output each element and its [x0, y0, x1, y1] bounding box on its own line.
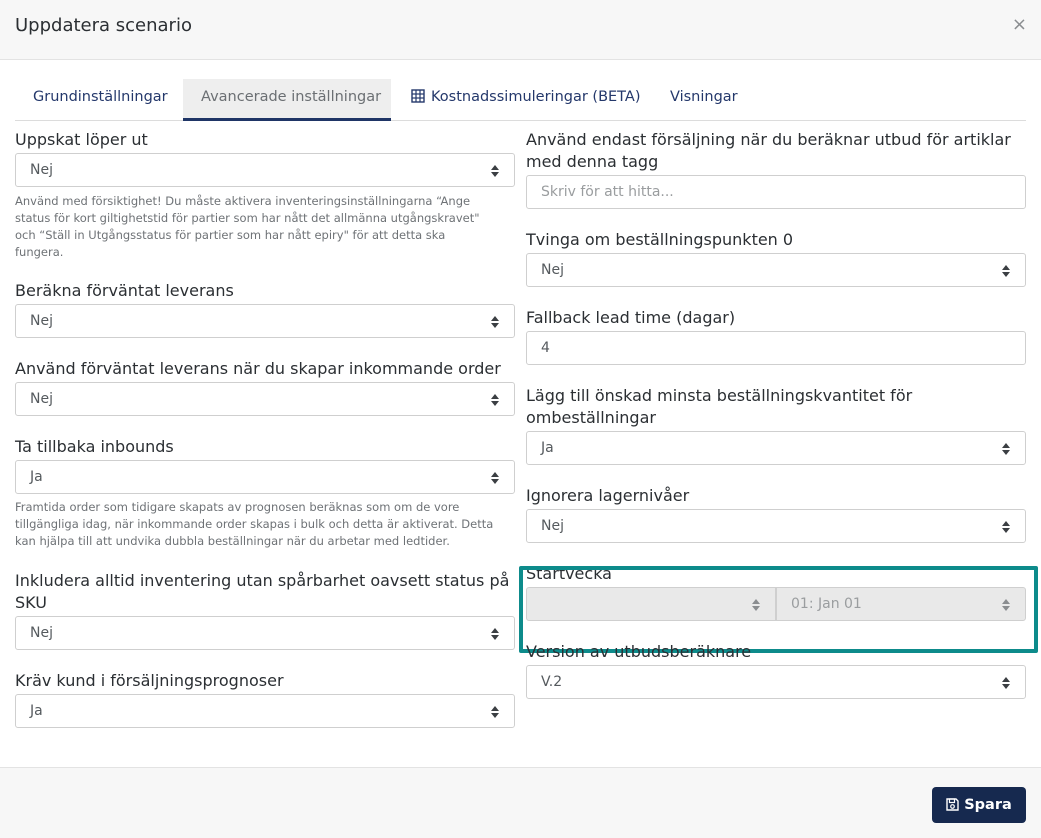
modal-header	[0, 0, 1041, 60]
select-value: Nej	[30, 391, 53, 407]
ignore-stock-levels-label: Ignorera lagernivåer	[526, 486, 690, 505]
add-min-order-qty-select[interactable]	[526, 431, 1026, 465]
select-value: Nej	[30, 162, 53, 178]
tab-label: Kostnadssimuleringar (BETA)	[431, 89, 641, 105]
tab-basic-settings[interactable]	[15, 79, 186, 121]
use-expected-delivery-select[interactable]	[15, 382, 515, 416]
select-value: Nej	[541, 262, 564, 278]
use-expected-delivery-label: Använd förväntat leverans när du skapar inkommande order	[15, 359, 501, 378]
select-value: V.2	[541, 674, 563, 690]
expired-stock-select[interactable]	[15, 153, 515, 187]
select-value: Ja	[541, 440, 554, 456]
label-line: SKU	[15, 593, 47, 612]
require-customer-label: Kräv kund i försäljningsprognoser	[15, 671, 284, 690]
sort-arrows-icon	[490, 315, 500, 329]
table-icon	[411, 81, 425, 117]
sales-tag-input[interactable]: Skriv för att hitta...	[526, 175, 1026, 209]
tab-cost-simulations[interactable]	[393, 79, 659, 121]
sales-tag-label	[526, 129, 1026, 173]
sort-arrows-icon	[1001, 676, 1011, 690]
sort-arrows-icon	[1001, 520, 1011, 534]
force-reorder-zero-select[interactable]	[526, 253, 1026, 287]
tab-label: Visningar	[670, 89, 738, 105]
sort-arrows-icon	[490, 164, 500, 178]
fallback-lead-time-input[interactable]: 4	[526, 331, 1026, 365]
require-customer-select[interactable]	[15, 694, 515, 728]
sort-arrows-icon	[1001, 264, 1011, 278]
select-value: Nej	[30, 625, 53, 641]
label-line: Använd endast försäljning när du beräknar utbud för artiklar	[526, 130, 1011, 149]
label-line: Lägg till önskad minsta beställningskvantitet för	[526, 386, 913, 405]
label-line: med denna tagg	[526, 152, 659, 171]
tab-label: Avancerade inställningar	[201, 89, 382, 105]
save-button[interactable]	[932, 787, 1026, 823]
highlight-frame	[519, 566, 1038, 653]
select-value: Ja	[30, 703, 43, 719]
force-reorder-zero-label: Tvinga om beställningspunkten 0	[526, 230, 794, 249]
modal-footer	[0, 767, 1041, 838]
include-untraceable-label	[15, 570, 515, 614]
modal-title: Uppdatera scenario	[15, 15, 192, 36]
ignore-stock-levels-select[interactable]	[526, 509, 1026, 543]
expected-delivery-select[interactable]	[15, 304, 515, 338]
select-value: Nej	[30, 313, 53, 329]
select-value: Ja	[30, 469, 43, 485]
select-value: 01: Jan 01	[791, 596, 862, 612]
add-min-order-qty-label	[526, 385, 1026, 429]
sort-arrows-icon	[490, 705, 500, 719]
help-line: kan hjälpa till att undvika dubbla beställningar när du arbetar med ledtider.	[15, 534, 450, 548]
expected-delivery-label: Beräkna förväntat leverans	[15, 281, 234, 300]
help-line: Använd med försiktighet! Du måste aktivera inventeringsinställningarna “Ange	[15, 194, 471, 208]
sort-arrows-icon	[1001, 442, 1011, 456]
help-line: fungera.	[15, 245, 64, 259]
help-line: och “Ställ in Utgångsstatus för partier som har nått epiry" för att detta ska	[15, 228, 446, 242]
remove-inbounds-label: Ta tillbaka inbounds	[15, 437, 174, 456]
help-line: tillgängliga idag, när inkommande order skapas i bulk och detta är aktiverat. Detta	[15, 517, 494, 531]
supply-calc-version-select[interactable]	[526, 665, 1026, 699]
tab-advanced-settings[interactable]	[183, 79, 391, 121]
save-button-label: Spara	[964, 797, 1012, 813]
sort-arrows-icon	[490, 393, 500, 407]
tab-views[interactable]	[652, 79, 756, 121]
label-line: ombeställningar	[526, 408, 656, 427]
supply-calc-version-label: Version av utbudsberäknare	[526, 642, 752, 661]
tab-bar	[15, 79, 1026, 121]
include-untraceable-select[interactable]	[15, 616, 515, 650]
remove-inbounds-help	[15, 499, 515, 550]
help-line: status för kort giltighetstid för partier som har nått det allmänna utgångskravet"	[15, 211, 480, 225]
help-line: Framtida order som tidigare skapats av prognosen beräknas som om de vore	[15, 500, 460, 514]
fallback-lead-time-label: Fallback lead time (dagar)	[526, 308, 736, 327]
sort-arrows-icon	[490, 627, 500, 641]
expired-stock-help	[15, 193, 515, 261]
expired-stock-label: Uppskat löper ut	[15, 130, 148, 149]
sort-arrows-icon	[490, 471, 500, 485]
close-button[interactable]: ×	[1011, 14, 1027, 35]
tab-label: Grundinställningar	[33, 89, 168, 105]
select-value: Nej	[541, 518, 564, 534]
start-week-label: Startvecka	[526, 564, 612, 583]
remove-inbounds-select[interactable]	[15, 460, 515, 494]
label-line: Inkludera alltid inventering utan spårbarhet oavsett status på	[15, 571, 510, 590]
floppy-disk-icon	[946, 789, 959, 825]
